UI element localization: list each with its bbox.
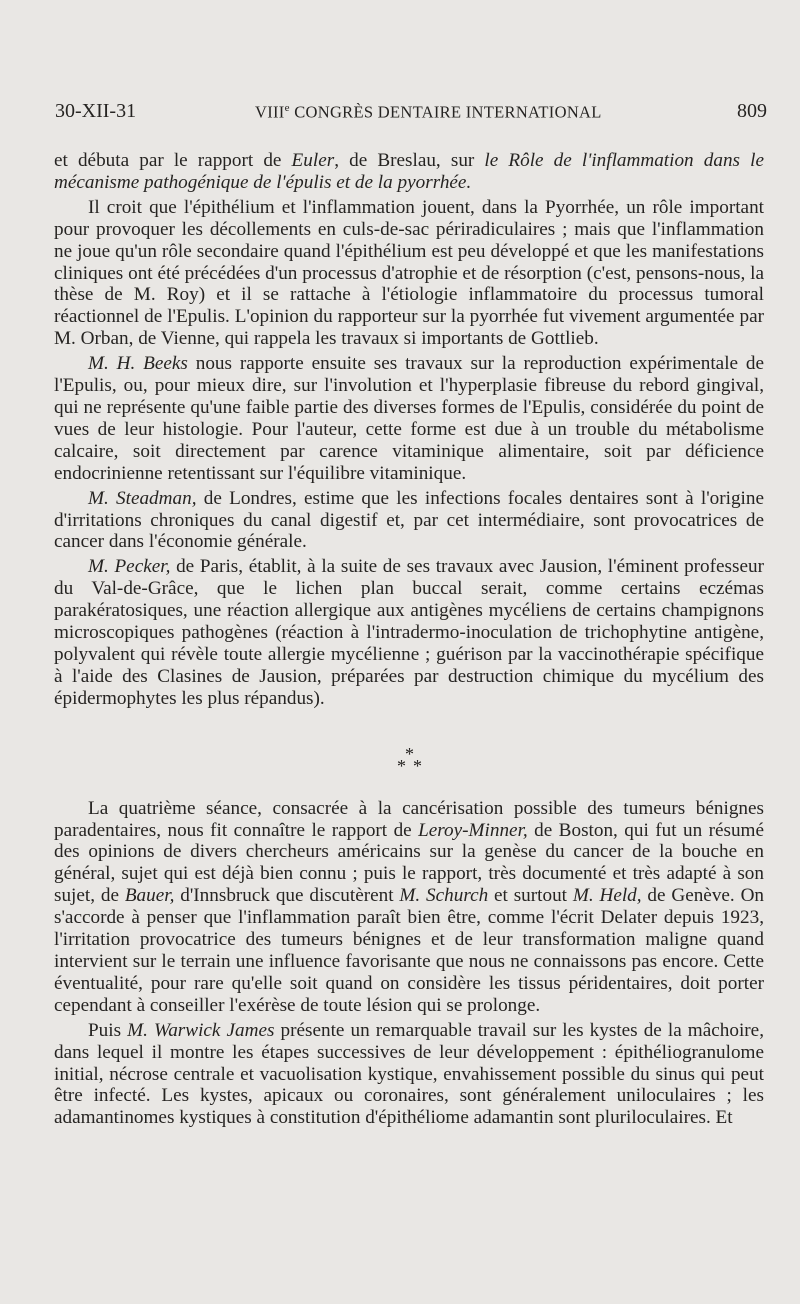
- p7-author: M. Warwick James: [127, 1019, 275, 1041]
- body-text: [54, 150, 764, 1129]
- p6-text-1: La quatrième séance, consacrée à la cancérisation possible des tumeurs bénignes paradentaires, nous fit connaître le rapport de: [54, 797, 764, 841]
- p6-author-4: M. Held,: [572, 885, 642, 907]
- p1-report-title: le Rôle de l'inflammation dans le mécanisme pathogénique de l'épulis et de la pyorrhée.: [54, 150, 764, 193]
- asterism-star-top: *: [405, 743, 414, 764]
- page-number: 809: [737, 100, 767, 122]
- paragraph-7: [54, 1020, 764, 1130]
- header-title-rest: CONGRÈS DENTAIRE INTERNATIONAL: [289, 102, 602, 122]
- header-date: 30-XII-31: [55, 100, 137, 122]
- asterism: [54, 728, 764, 778]
- p4-author: M. Steadman,: [88, 487, 197, 509]
- paragraph-1: [54, 150, 764, 194]
- paragraph-2: [54, 197, 764, 350]
- header-title-sup: e: [284, 102, 290, 114]
- p6-text-3: d'Innsbruck que discutèrent: [174, 885, 400, 907]
- p6-author-2: Bauer,: [124, 885, 175, 907]
- p3-author: M. H. Beeks: [88, 353, 188, 375]
- p7-text-2: présente un remarquable travail sur les kystes de la mâchoire, dans lequel il montre les étapes successives de leur développement : épithéliogranulome initial, nécrose centrale et vacuolisation kystique, envahissement possible du sinus qui peut être infecté. Les kystes, apicaux ou coronaires, sont généralement uniloculaires ; les adamantinomes kystiques à constitution d'épithéliome adamantin sont pluriloculaires. Et: [54, 1019, 764, 1129]
- p1-author: Euler: [291, 150, 335, 171]
- p3-text: nous rapporte ensuite ses travaux sur la reproduction expérimentale de l'Epulis, ou, pour mieux dire, sur l'involution et l'hyperplasie fibreuse du rebord gingival, qui ne représente qu'une faible partie des diverses formes de l'Epulis, considérée du point de vues de leur histologie. Pour l'auteur, cette forme est due à un trouble du métabolisme calcaire, soit directement par carence vitaminique alimentaire, soit par déficience endocrinienne retentissant sur l'équilibre vitaminique.: [54, 353, 764, 484]
- paragraph-6: [54, 798, 764, 1017]
- p6-author-1: Leroy-Minner,: [418, 819, 528, 841]
- header-title: [255, 102, 602, 123]
- p2-text: Il croit que l'épithélium et l'inflammation jouent, dans la Pyorrhée, un rôle important pour provoquer les décollements en culs-de-sac périradiculaires ; mais que l'inflammation ne joue qu'un rôle secondaire quand l'épithélium est peu développé et que les manifestations cliniques ont été précédées d'un processus d'atrophie et de résorption (c'est, pensons-nous, la thèse de M. Roy) et il se rattache à l'étiologie inflammatoire du processus tumoral réactionnel de l'Epulis. L'opinion du rapporteur sur la pyorrhée fut vivement argumentée par M. Orban, de Vienne, qui rappela les travaux si importants de Gottlieb.: [54, 196, 764, 350]
- paragraph-4: [54, 488, 764, 554]
- p6-text-2: de Boston, qui fut un résumé des opinions de divers chercheurs américains sur la genèse du cancer de la bouche en général, sujet qui est déjà bien connu ; puis le rapport, très documenté et très adapté à son sujet, de: [54, 819, 764, 907]
- p4-text: de Londres, estime que les infections focales dentaires sont à l'origine d'irritations chroniques du canal digestif et, par cet intermédiaire, sont provocatrices de cancer dans l'économie générale.: [54, 487, 764, 553]
- running-header: [55, 100, 767, 130]
- p5-text: de Paris, établit, à la suite de ses travaux avec Jausion, l'éminent professeur du Val-de-Grâce, que le lichen plan buccal serait, comme certains eczémas parakératosiques, une réaction allergique aux antigènes mycéliens de certains champignons microscopiques pathogènes (réaction à l'intradermo-inoculation de trichophytine antigène, polyvalent qui révèle toute allergie mycélienne ; guérison par la vaccinothérapie spécifique à l'aide des Clasines de Jausion, préparées par destruction chimique du mycélium des épidermophytes les plus répandus).: [54, 556, 764, 709]
- p7-text-1: Puis: [88, 1019, 128, 1041]
- p5-author: M. Pecker,: [88, 556, 171, 578]
- asterism-star-right: *: [413, 755, 422, 776]
- p1-text-1: et débuta par le rapport de: [54, 150, 292, 171]
- p6-author-3: M. Schurch: [399, 885, 489, 907]
- p6-text-5: de Genève. On s'accorde à penser que l'inflammation paraît bien être, comme l'écrit Delater depuis 1923, l'irritation provocatrice des tumeurs bénignes et de leur transformation maligne quand intervient sur le terrain une influence favorisante que nous ne connaissons pas encore. Cette éventualité, pour rare qu'elle soit quand on considère les tissus péridentaires, doit porter cependant à conseiller l'exérèse de toute lésion qui se prolonge.: [54, 885, 765, 1016]
- p1-text-2: , de Breslau, sur: [334, 150, 485, 171]
- header-title-prefix: VIII: [255, 102, 285, 122]
- asterism-star-left: *: [397, 755, 406, 776]
- paragraph-3: [54, 353, 764, 484]
- p6-text-4: et surtout: [488, 885, 573, 907]
- paragraph-5: [54, 556, 764, 709]
